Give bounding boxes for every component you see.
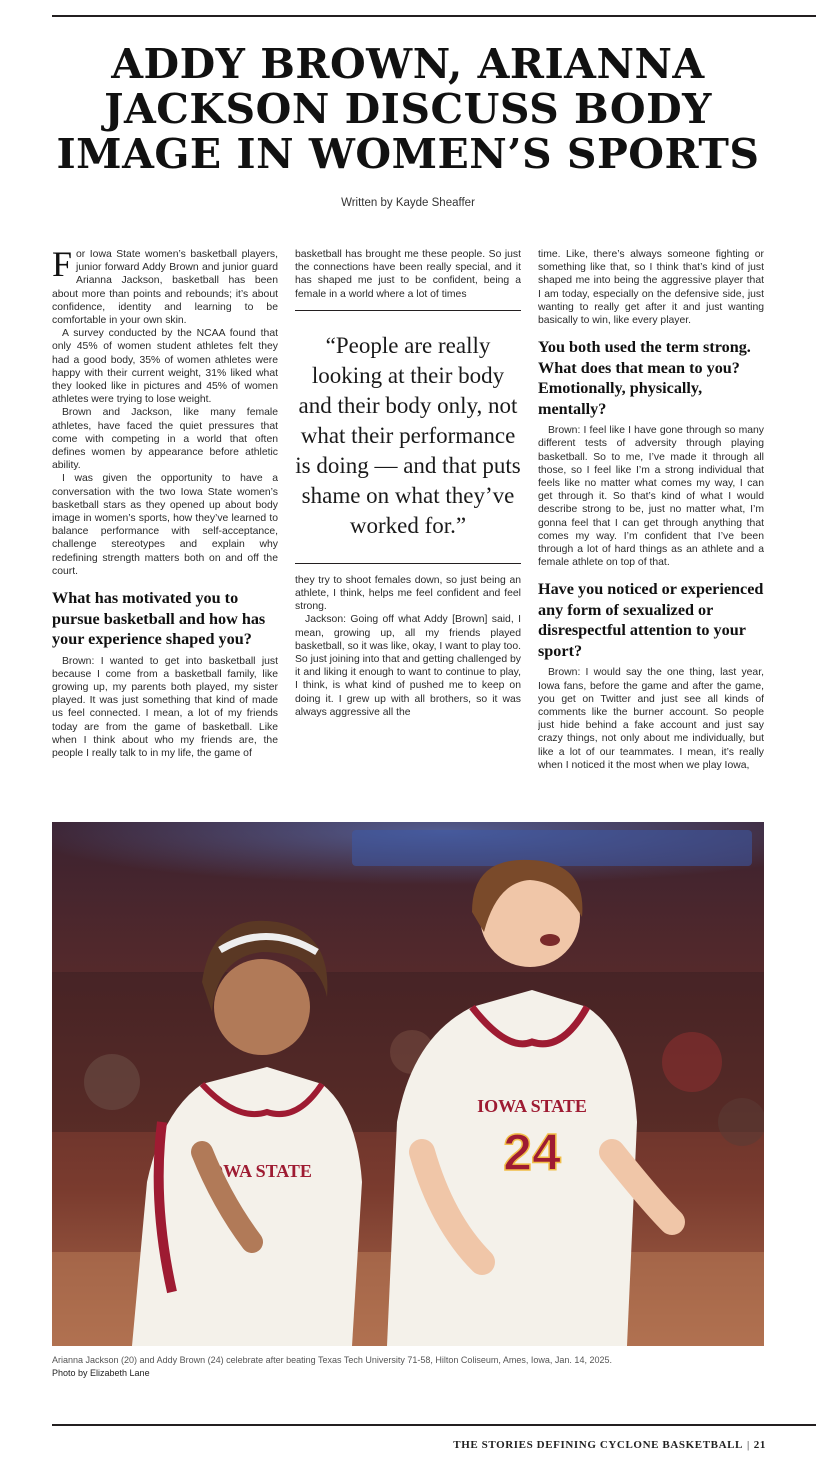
intro-text: or Iowa State women’s basketball players, junior forward Addy Brown and junior guard Arianna Jackson, basketball has been about more than points and rebounds; it’s about confidence, identity and learning to be comfortable in your own skin. (52, 249, 278, 327)
body-paragraph: they try to shoot females down, so just being an athlete, I think, helps me feel confident and feel strong. (295, 574, 521, 613)
footer-section-title: THE STORIES DEFINING CYCLONE BASKETBALL (453, 1439, 743, 1451)
headline-line-2: JACKSON DISCUSS BODY (104, 85, 712, 133)
article-column-2 (295, 248, 521, 783)
body-paragraph: Brown: I would say the one thing, last year, Iowa fans, before the game and after the game, you get on Twitter and just see all kinds of comments like the burner account. So people just hide behind a fake account and just say crazy things, not only about me individually, but like a lot of our teammates. I mean, it’s really when I noticed it the most when we play Iowa, (538, 667, 764, 771)
body-paragraph: Jackson: Going off what Addy [Brown] said, I mean, growing up, all my friends played basketball, so it was like, okay, I want to play too. So just joining into that and getting challenged by it and liking it enough to want to continue to play, I think, is what kind of pushed me to keep on doing it. I grew up with all brothers, so it was always aggressive all the (295, 614, 521, 718)
article-column-1 (52, 248, 278, 783)
photo-caption: Arianna Jackson (20) and Addy Brown (24) celebrate after beating Texas Tech University 71-58, Hilton Coliseum, Ames, Iowa, Jan. 14, 2025. (52, 1355, 612, 1365)
jersey-number-right: 24 (503, 1124, 561, 1182)
footer-separator: | (746, 1439, 750, 1451)
byline: Written by Kayde Sheaffer (341, 197, 475, 209)
article-headline (40, 42, 776, 177)
interview-question: You both used the term strong. What does that mean to you? Emotionally, physically, mentally? (538, 338, 751, 418)
pull-quote: “People are really looking at their body and their body only, not what their performance is doing — and that puts shame on what they’ve worked for.” (295, 310, 521, 564)
jersey-text-left: IOWA STATE (202, 1161, 312, 1181)
headline-line-1: ADDY BROWN, ARIANNA (111, 40, 705, 88)
body-paragraph: I was given the opportunity to have a conversation with the two Iowa State women’s basketball stars as they opened up about body image in women’s sports, how they’ve learned to balance performance with self-acceptance, challenge stereotypes and explain why redefining strength matters both on and off the court. (52, 473, 278, 577)
body-paragraph: time. Like, there’s always someone fighting or something like that, so I think that’s kind of just shaped me into being the aggressive player that I am today, especially on the defensive side, just wanting to really get after it and just wanting basically to win, like every player. (538, 249, 764, 327)
jersey-text-right: IOWA STATE (477, 1096, 587, 1116)
interview-question: Have you noticed or experienced any form of sexualized or disrespectful attention to your sport? (538, 580, 764, 660)
intro-paragraph (52, 248, 278, 327)
interview-question: What has motivated you to pursue basketball and how has your experience shaped you? (52, 589, 266, 649)
top-rule (52, 15, 816, 17)
page-number: 21 (753, 1439, 766, 1451)
body-paragraph: Brown: I wanted to get into basketball just because I come from a basketball family, like growing up, my parents both played, my sister played. It was just something that kind of made us feel connected. I mean, a lot of my friends today are from the game of basketball. Like when I think about who my friends are, the people I really talk to in my life, the game of (52, 655, 278, 759)
bottom-rule (52, 1424, 816, 1426)
article-column-3 (538, 248, 764, 783)
body-paragraph: basketball has brought me these people. So just the connections have been really special, and it has shaped me just to be confident, being a female in a world where a lot of times (295, 249, 521, 300)
photo-credit: Photo by Elizabeth Lane (52, 1368, 150, 1378)
drop-cap: F (52, 248, 73, 284)
body-paragraph: Brown: I feel like I have gone through so many different tests of adversity through playing basketball. So to me, I’ve made it through all those, so I feel like I’m a strong individual that feels like no matter what comes my way, I can get through it. So that’s kind of what I would describe strong to be, just no matter what, I’m gonna feel that I can get through anything that comes my way. I’m confident that I’ve been through a lot of hard things as an athlete and a female athlete on top of that. (538, 425, 764, 569)
page-footer (453, 1439, 766, 1451)
headline-line-3: IMAGE IN WOMEN’S SPORTS (56, 130, 760, 178)
feature-photo (52, 822, 764, 1346)
body-paragraph: Brown and Jackson, like many female athletes, have faced the quiet pressures that come with competing in a world that often defines women by appearance before athletic ability. (52, 407, 278, 472)
basketball-players-illustration (52, 822, 764, 1346)
body-paragraph: A survey conducted by the NCAA found that only 45% of women student athletes felt they had a good body, 35% of women athletes were happy with their current weight, 31% liked what they looked like in pictures and 45% of women athletes were trying to lose weight. (52, 328, 278, 406)
